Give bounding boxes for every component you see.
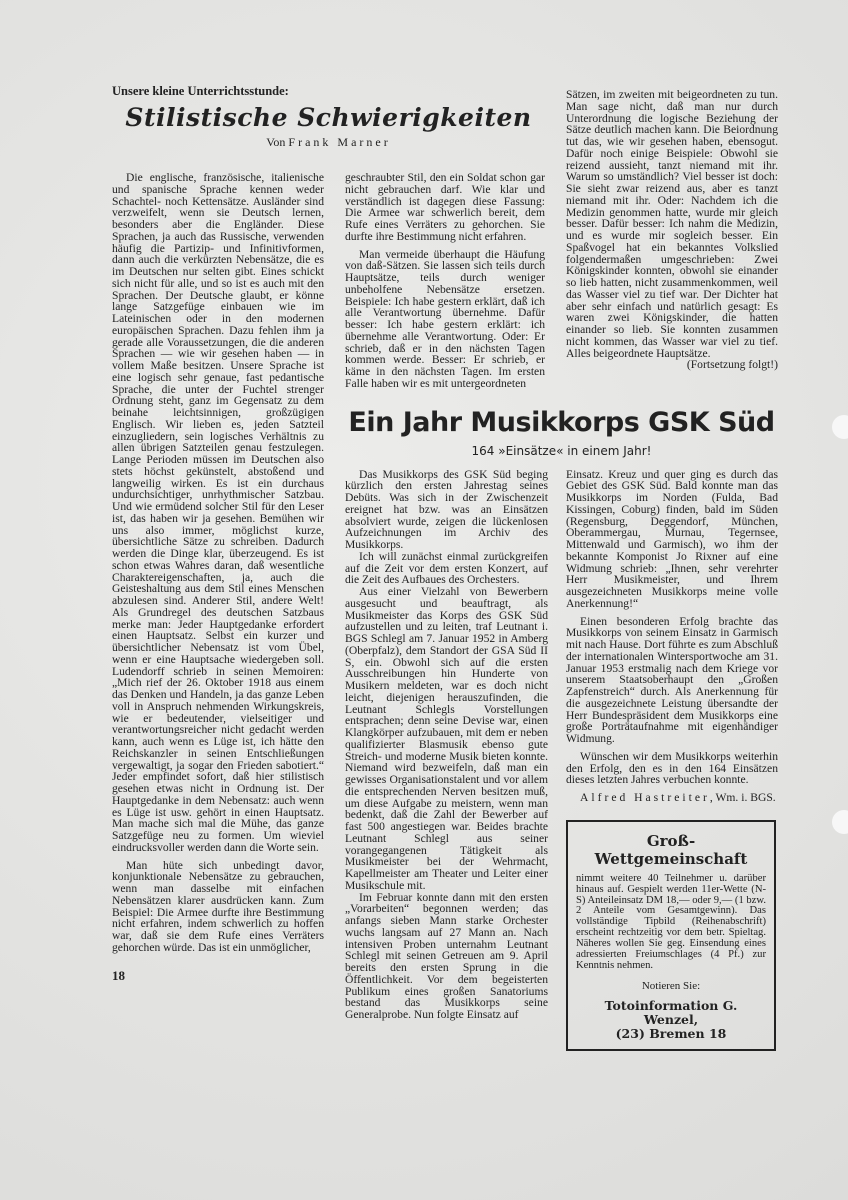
paragraph: Aus einer Vielzahl von Bewerbern ausgesucht und beauftragt, als Musikmeister das Korps des GSK Süd aufzustellen und zu leiten, traf Leutnant i. BGS Schlegl am 7. Januar 1952 in Amberg (Oberpfalz), dem Standort der GSA Süd II S, ein. Obwohl sich auf die ersten Ausschreibungen hin Hunderte von Musikern meldeten, war es doch nicht leicht, diejenigen herauszufinden, die Leutnant Schlegls Vorstellungen entsprachen; denn seine Devise war, einen Klangkörper aufzubauen, mit dem er neben qualifizierter Blasmusik ebenso gute Streich- und moderne Musik bieten konnte. Niemand wird bezweifeln, daß man ein gewisses Organisationstalent und vor allem die entsprechenden Nerven besitzen muß, um diese Aufgabe zu meistern, wenn man bedenkt, daß die Zahl der Bewerber auf fast 500 angestiegen war. Beides brachte Leutnant Schlegl aus seiner vorangegangenen Tätigkeit als Musikmeister bei der Wehrmacht, Kapellmeister am Theater und Leiter einer Musikschule mit. [345, 585, 548, 892]
article2-title: Ein Jahr Musikkorps GSK Süd [348, 406, 775, 438]
page-number: 18 [112, 967, 125, 983]
article1-column-3 [566, 89, 778, 371]
article2-signature [566, 792, 778, 804]
continued-note: (Fortsetzung folgt!) [686, 358, 778, 372]
article2-right-stack [566, 469, 778, 1051]
paragraph: Einsatz. Kreuz und quer ging es durch das Gebiet des GSK Süd. Bald konnte man das Musikkorps im Norden (Fulda, Bad Kissingen, Coburg) finden, bald im Süden (Regensburg, Deggendorf, München, Oberammergau, Murnau, Tegernsee, Mittenwald und Garmisch), wo ihm der bekannte Komponist Jo Rixner auf eine Widmung schrieb: „Ihnen, sehr verehrter Herr Musikmeister, und Ihrem ausgezeichneten Musikkorps meine volle Anerkennung!“ [566, 467, 778, 610]
paragraph: geschraubter Stil, den ein Soldat schon gar nicht gebrauchen darf. Wie klar und verständlich ist dagegen diese Fassung: Die Armee war schwerlich bereit, dem Rufe eines Verräters zu gehorchen. Sie durfte ihre Bestimmung nicht erfahren. [345, 171, 545, 243]
advertisement-box [566, 820, 776, 1051]
signature-rank: , Wm. i. BGS. [709, 791, 776, 804]
punch-hole [832, 415, 848, 439]
paragraph: Im Februar konnte dann mit den ersten „Vorarbeiten“ begonnen werden; das anfangs sieben Mann starke Orchester wuchs langsam auf 27 Mann an. Nach intensiven Proben unternahm Leutnant Schlegl mit seinen Getreuen am 9. April bereits den ersten Sprung in die Öffentlichkeit. Vor dem begeisterten Publikum eines großen Sanatoriums bestand das Musikkorps seine Generalprobe. Nun folgte Einsatz auf [345, 890, 548, 1021]
paragraph: Sätzen, im zweiten mit beigeordneten zu tun. Man sage nicht, daß man nur durch Unterordnung die logische Beziehung der Sätze deutlich machen kann. Die Beiordnung tut das, wie wir gesehen haben, ebensogut. Dafür noch einige Beispiele: Obwohl sie reizend aussieht, tanzt niemand mit ihr. Warum so umständlich? Viel besser ist doch: Sie sieht zwar reizend aus, aber es tanzt niemand mit ihr. Oder: Nachdem ich die Medizin genommen hatte, wurde mir gleich besser. Dafür besser: Ich nahm die Medizin, und es wurde mir sogleich besser. Ein Spaßvogel hat ein bekanntes Volkslied folgendermaßen umgeschrieben: Zwei Königskinder konnten, obwohl sie einander so lieb hatten, nicht zusammenkommen, weil das Wasser viel zu tief war. Der Dichter hat aber sehr einfach und natürlich gesagt: Es waren zwei Königskinder, die hatten einander so lieb. Sie konnten zusammen nicht kommen, das Wasser war viel zu tief. Alles beigeordnete Hauptsätze. [566, 88, 778, 360]
article2-column-1 [345, 469, 548, 1021]
article1-column-1 [112, 172, 324, 954]
signature-name: Alfred Hastreiter [580, 791, 710, 804]
article-kicker: Unsere kleine Unterrichtsstunde: [112, 84, 289, 98]
byline-prefix: Von [266, 135, 286, 149]
article1-column-2 [345, 89, 545, 390]
article-title: Stilistische Schwierigkeiten [125, 103, 532, 132]
left-column [112, 172, 324, 983]
ad-title: Groß-Wettgemeinschaft [594, 831, 748, 868]
paragraph: Man vermeide überhaupt die Häufung von daß-Sätzen. Sie lassen sich teils durch Hauptsätze, teils durch weniger unbeholfene Nebensätze ersetzen. Beispiele: Ich habe gestern erklärt, daß ich alle Verantwortung übernehme. Dafür besser: Ich habe gestern erklärt: ich übernehme alle Verantwortung. Oder: Er schrieb, daß er in den nächsten Tagen kommen werde. Besser: Er schrieb, er käme in den nächsten Tagen. Im ersten Falle haben wir es mit untergeordneten [345, 247, 545, 390]
paragraph: Ich will zunächst einmal zurückgreifen auf die Zeit vor dem ersten Konzert, auf die Zeit des Aufbaues des Orchesters. [345, 549, 548, 587]
ad-address-line-1: Totoinformation G. Wenzel, [604, 997, 738, 1027]
paragraph: Wünschen wir dem Musikkorps weiterhin den Erfolg, den es in den 164 Einsätzen dieses letzten Jahres verbuchen konnte. [566, 749, 778, 787]
article1-right-columns [345, 89, 778, 390]
ad-body: nimmt weitere 40 Teilnehmer u. darüber hinaus auf. Gespielt werden 11er-Wette (N-S) Anteileinsatz DM 18,— oder 9,— (1 bzw. 2 Anteile vom Gesamtgewinn). Das vollständige Tipbild (Reihenabschrift) erscheint rechtzeitig vor dem betr. Spieltag. Näheres wollen Sie geg. Einsendung eines adressierten Freiumschlages (4 Pf.) zur Kenntnis nehmen. [576, 872, 766, 971]
article2-columns [345, 469, 778, 1051]
article2-subtitle: 164 »Einsätze« in einem Jahr! [471, 443, 652, 458]
right-area [345, 89, 778, 1051]
article2-column-2 [566, 469, 778, 804]
author-name: Frank Marner [288, 135, 391, 149]
paragraph: Man hüte sich unbedingt davor, konjunktionale Nebensätze zu gebrauchen, wenn man dasselbe mit einfachen Nebensätzen klarer ausdrücken kann. Zum Beispiel: Die Armee durfte ihre Bestimmung nicht erfahren, indem schwerlich zu hoffen war, daß sie dem Rufe eines Verräters gehorchen würde. Das ist ein unmöglicher, [112, 858, 324, 954]
ad-address-line-2: (23) Bremen 18 [615, 1025, 727, 1041]
paragraph: Einen besonderen Erfolg brachte das Musikkorps von seinem Einsatz in Garmisch mit nach Hause. Dort führte es zum Abschluß der internationalen Wintersportwoche am 31. Januar 1953 erstmalig nach dem Kriege vor unserem Staatsoberhaupt den „Großen Zapfenstreich“ durch. Als Anerkennung für die ausgezeichnete Leistung übersandte der Herr Bundespräsident dem Musikkorps eine große Porträtaufnahme mit eigenhändiger Widmung. [566, 614, 778, 745]
ad-note: Notieren Sie: [641, 979, 701, 992]
punch-hole [832, 810, 848, 834]
paragraph: Das Musikkorps des GSK Süd beging kürzlich den ersten Jahrestag seines Debüts. Was sich in der Zwischenzeit ereignet hat bzw. was an Einsätzen absolviert wurde, zeigen die lückenlosen Aufzeichnungen im Archiv des Musikkorps. [345, 467, 548, 551]
paragraph: Die englische, französische, italienische und spanische Sprache kennen weder Schachtel- noch Kettensätze. Ausländer sind verzweifelt, wenn sie Deutsch lernen, besonders aber die Engländer. Diese Sprachen, ja auch das Russische, verwenden häufig die Partizip- und Infinitivformen, dann auch die verkürzten Nebensätze, die es im Deutschen nur selten gibt. Eines schickt sich nicht für alle, und so ist es auch mit den Sprachen. Der Deutsche glaubt, er könne lange Satzgefüge einbauen wie im Lateinischen oder in den modernen europäischen Sprachen. Dazu fehlen ihm ja gerade alle Voraussetzungen, die die anderen Sprachen — wie wir gesehen haben — in vollem Maße besitzen. Unsere Sprache ist eine logisch sehr genaue, fast pedantische Sprache, die unter der Fuchtel strenger Ordnung steht, ganz im Gegensatz zu dem beinahe leichtsinnigen, großzügigen Englisch. Wir lieben es, jeden Satzteil einzugliedern, sein logisches Verhältnis zu allen übrigen Satzteilen genau festzulegen. Lange Perioden müssen im Deutschen also stets höchst gekünstelt, abstoßend und langweilig wirken. Es ist ein durchaus undurchsichtiger, unrhythmischer Satzbau. Und wie ermüdend solcher Stil für den Leser ist, das haben wir ja gesehen. Bemühen wir uns also immer, möglichst kurze, übersichtliche Sätze zu schreiben. Dadurch werden die Dinge klar, überzeugend. Es ist schon etwas Wahres daran, daß wesentliche Charaktereigenschaften, ja, auch die Geisteshaltung aus dem Stil eines Menschen abzulesen sind. Anderer Stil, andere Welt! Als Grundregel des deutschen Satzbaus merke man: Jeder Hauptgedanke erfordert einen Hauptsatz. Selbst ein kurzer und übersichtlicher Nebensatz ist vom Übel, wenn er eine Hauptsache wiedergeben soll. Ludendorff schrieb in seinen Memoiren: „Mich rief der 26. Oktober 1918 aus einem das Denken und Handeln, ja das ganze Leben voll in Anspruch nehmenden Wirkungskreis, wie er bedeutender, vielseitiger und verantwortungsreicher nicht gedacht werden kann, auch wenn es Lüge ist, ich hätte den Reichskanzler in seinen Entschließungen vergewaltigt, ja sogar den Frieden sabotiert.“ Jeder empfindet sofort, daß hier stilistisch gesehen etwas nicht in Ordnung ist. Der Hauptgedanke in dem Nebensatz: auch wenn es Lüge ist usw. gehört in einen Hauptsatz. Man mache sich mal die Mühe, das ganze Satzgefüge neu zu formen. Um wieviel eindrucksvoller werden dann die Worte sein. [112, 171, 324, 854]
